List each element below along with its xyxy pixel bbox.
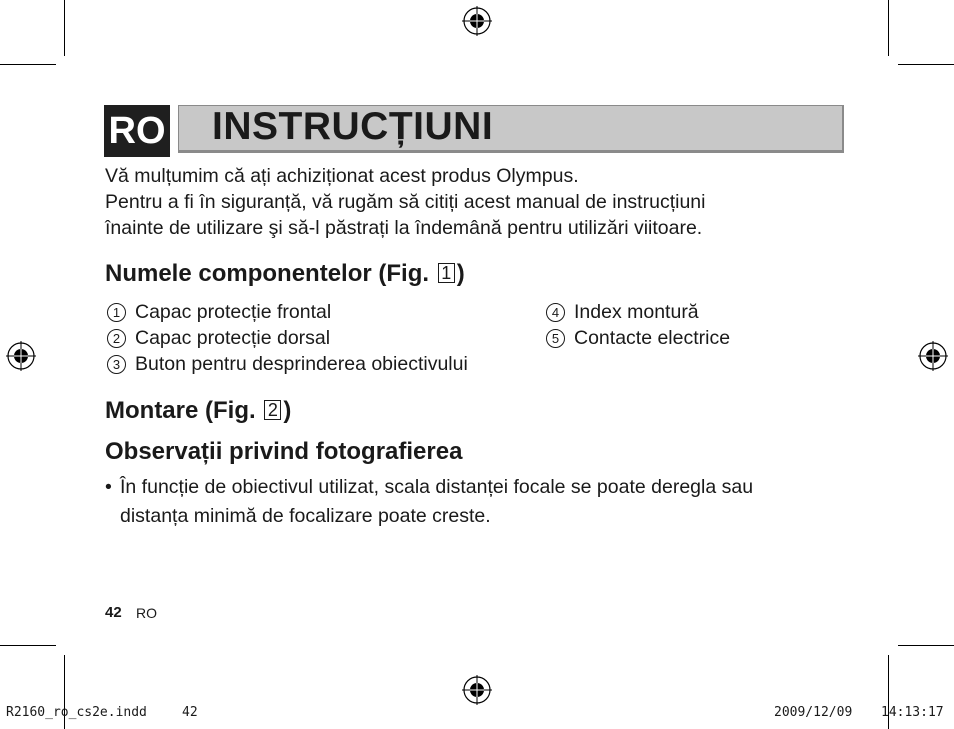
crop-mark-top-left-v xyxy=(64,0,65,56)
list-item xyxy=(546,325,730,351)
intro-line-3: înainte de utilizare şi să-l păstrați la îndemână pentru utilizări viitoare. xyxy=(105,217,703,239)
slug-date: 2009/12/09 xyxy=(774,705,853,720)
list-item xyxy=(107,299,331,325)
list-item xyxy=(107,325,330,351)
list-item-label: Capac protecție frontal xyxy=(135,301,332,323)
mounting-heading xyxy=(105,396,291,426)
slug-page: 42 xyxy=(182,705,198,720)
bullet-marker: • xyxy=(105,476,112,498)
circled-number: 5 xyxy=(546,329,565,348)
notes-heading: Observații privind fotografierea xyxy=(105,438,463,465)
crop-mark-bottom-right-h xyxy=(898,645,954,646)
crop-mark-top-right-h xyxy=(898,64,954,65)
circled-number: 1 xyxy=(107,303,126,322)
circled-number: 4 xyxy=(546,303,565,322)
list-item-label: Index montură xyxy=(574,301,699,323)
page-language: RO xyxy=(136,605,157,621)
language-badge: RO xyxy=(104,105,170,157)
crop-mark-top-right-v xyxy=(888,0,889,56)
intro-line-1: Vă mulțumim că ați achiziționat acest produs Olympus. xyxy=(105,165,579,187)
list-item xyxy=(107,351,468,377)
circled-number: 3 xyxy=(107,355,126,374)
slug-filename: R2160_ro_cs2e.indd xyxy=(6,705,147,720)
note-line-2: distanța minimă de focalizare poate creste. xyxy=(120,505,491,527)
components-heading-text: Numele componentelor (Fig. xyxy=(105,260,430,287)
crop-mark-bottom-left-h xyxy=(0,645,56,646)
mounting-heading-text: Montare (Fig. xyxy=(105,397,256,424)
registration-mark-bottom-icon xyxy=(462,675,492,705)
registration-mark-left-icon xyxy=(6,341,36,371)
page-title: INSTRUCȚIUNI xyxy=(212,105,494,148)
note-line-1: În funcție de obiectivul utilizat, scala distanței focale se poate deregla sau xyxy=(120,476,754,498)
page-number: 42 xyxy=(105,604,122,621)
crop-mark-top-left-h xyxy=(0,64,56,65)
list-item xyxy=(546,299,699,325)
mounting-heading-close: ) xyxy=(283,397,292,424)
slug-time: 14:13:17 xyxy=(881,705,944,720)
components-heading xyxy=(105,259,465,289)
list-item-label: Contacte electrice xyxy=(574,327,731,349)
fig-number-box: 1 xyxy=(438,263,455,283)
intro-line-2: Pentru a fi în siguranță, vă rugăm să citiți acest manual de instrucțiuni xyxy=(105,191,706,213)
components-heading-close: ) xyxy=(456,260,465,287)
registration-mark-top-icon xyxy=(462,6,492,36)
circled-number: 2 xyxy=(107,329,126,348)
list-item-label: Capac protecție dorsal xyxy=(135,327,331,349)
fig-number-box: 2 xyxy=(264,400,281,420)
list-item-label: Buton pentru desprinderea obiectivului xyxy=(135,353,468,375)
registration-mark-right-icon xyxy=(918,341,948,371)
